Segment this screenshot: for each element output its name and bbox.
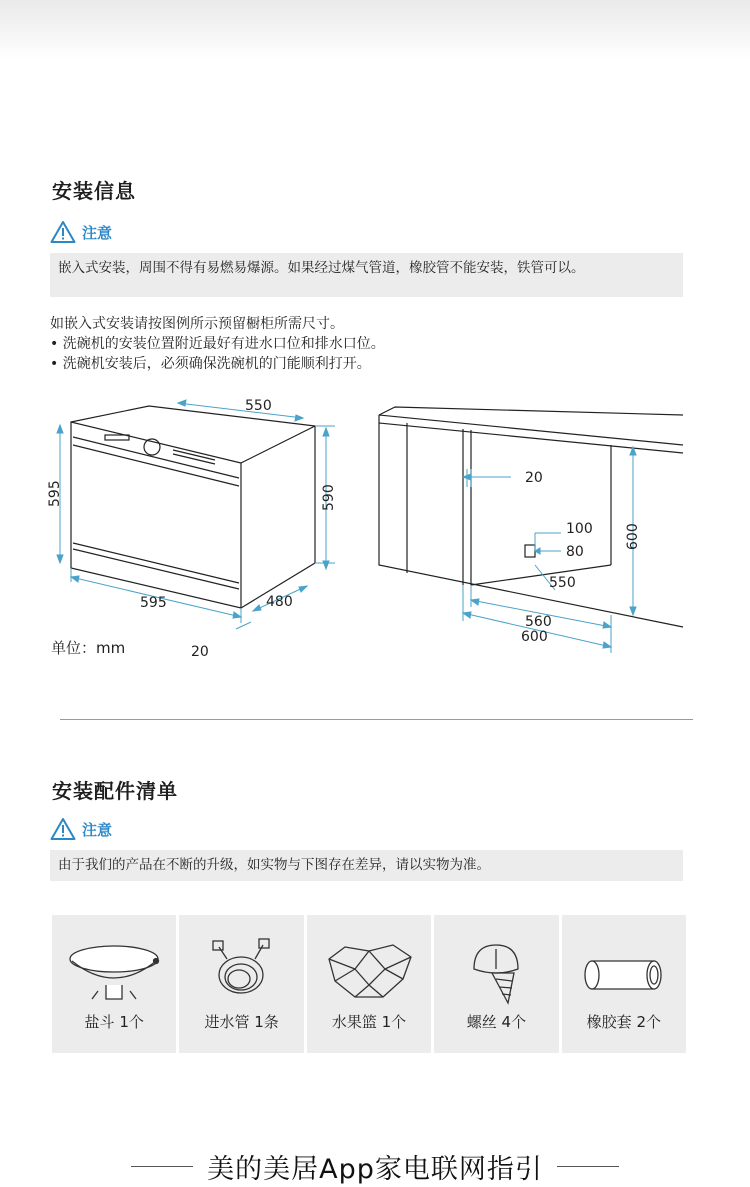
accessories-note: 由于我们的产品在不断的升级，如实物与下图存在差异，请以实物为准。 (50, 850, 683, 881)
accessory-screw (434, 915, 558, 1053)
footer-title: 美的美居App家电联网指引 (207, 1153, 543, 1185)
dim-80: 80 (566, 544, 584, 560)
section-divider (60, 719, 693, 720)
accessory-label: 橡胶套 2个 (586, 1013, 661, 1031)
dim-560: 560 (525, 614, 552, 630)
accessories-list (52, 915, 686, 1053)
warning-icon (50, 817, 76, 841)
dim-550: 550 (549, 575, 576, 591)
accessories-warning (50, 816, 112, 842)
fruit-basket-icon (307, 937, 431, 1007)
dim-bottom: 595 (140, 595, 167, 611)
accessory-fruit-basket (307, 915, 431, 1053)
dim-100: 100 (566, 521, 593, 537)
salt-funnel-icon (52, 937, 176, 1007)
accessory-rubber-sleeve (562, 915, 686, 1053)
accessory-label: 进水管 1条 (204, 1013, 279, 1031)
accessory-water-hose (179, 915, 303, 1053)
dim-right: 590 (321, 484, 337, 511)
install-bullet-1: • 洗碗机的安装位置附近最好有进水口位和排水口位。 (50, 336, 385, 352)
warning-label: 注意 (82, 820, 113, 839)
install-bullet-2: • 洗碗机安装后，必须确保洗碗机的门能顺利打开。 (50, 356, 371, 372)
accessory-label: 螺丝 4个 (466, 1013, 527, 1031)
accessory-salt-funnel (52, 915, 176, 1053)
warning-icon (50, 220, 76, 244)
dim-gap: 20 (191, 644, 209, 660)
install-title: 安装信息 (52, 179, 136, 203)
accessory-label: 水果篮 1个 (331, 1013, 407, 1031)
water-hose-icon (179, 937, 303, 1007)
accessory-label: 盐斗 1个 (84, 1013, 144, 1031)
install-warning (50, 219, 112, 245)
dim-left: 595 (47, 480, 63, 507)
dim-600-width: 600 (521, 629, 548, 645)
footer-line-right (557, 1166, 619, 1167)
dim-depth: 480 (266, 594, 293, 610)
rubber-sleeve-icon (562, 937, 686, 1007)
footer-heading (0, 1148, 750, 1184)
footer-line-left (131, 1166, 193, 1167)
dishwasher-dimension-diagram (45, 385, 345, 665)
accessories-title: 安装配件清单 (52, 779, 178, 803)
dim-top: 550 (245, 398, 272, 414)
dim-20: 20 (525, 470, 543, 486)
cabinet-dimension-diagram (375, 385, 685, 665)
install-note: 嵌入式安装，周围不得有易燃易爆源。如果经过煤气管道，橡胶管不能安装，铁管可以。 (50, 253, 683, 297)
top-gradient-band (0, 0, 750, 60)
dim-600-height: 600 (625, 523, 641, 550)
install-intro: 如嵌入式安装请按图例所示预留橱柜所需尺寸。 (50, 316, 344, 332)
screw-icon (434, 937, 558, 1007)
warning-label: 注意 (82, 223, 113, 242)
unit-label: 单位：mm (51, 639, 126, 657)
